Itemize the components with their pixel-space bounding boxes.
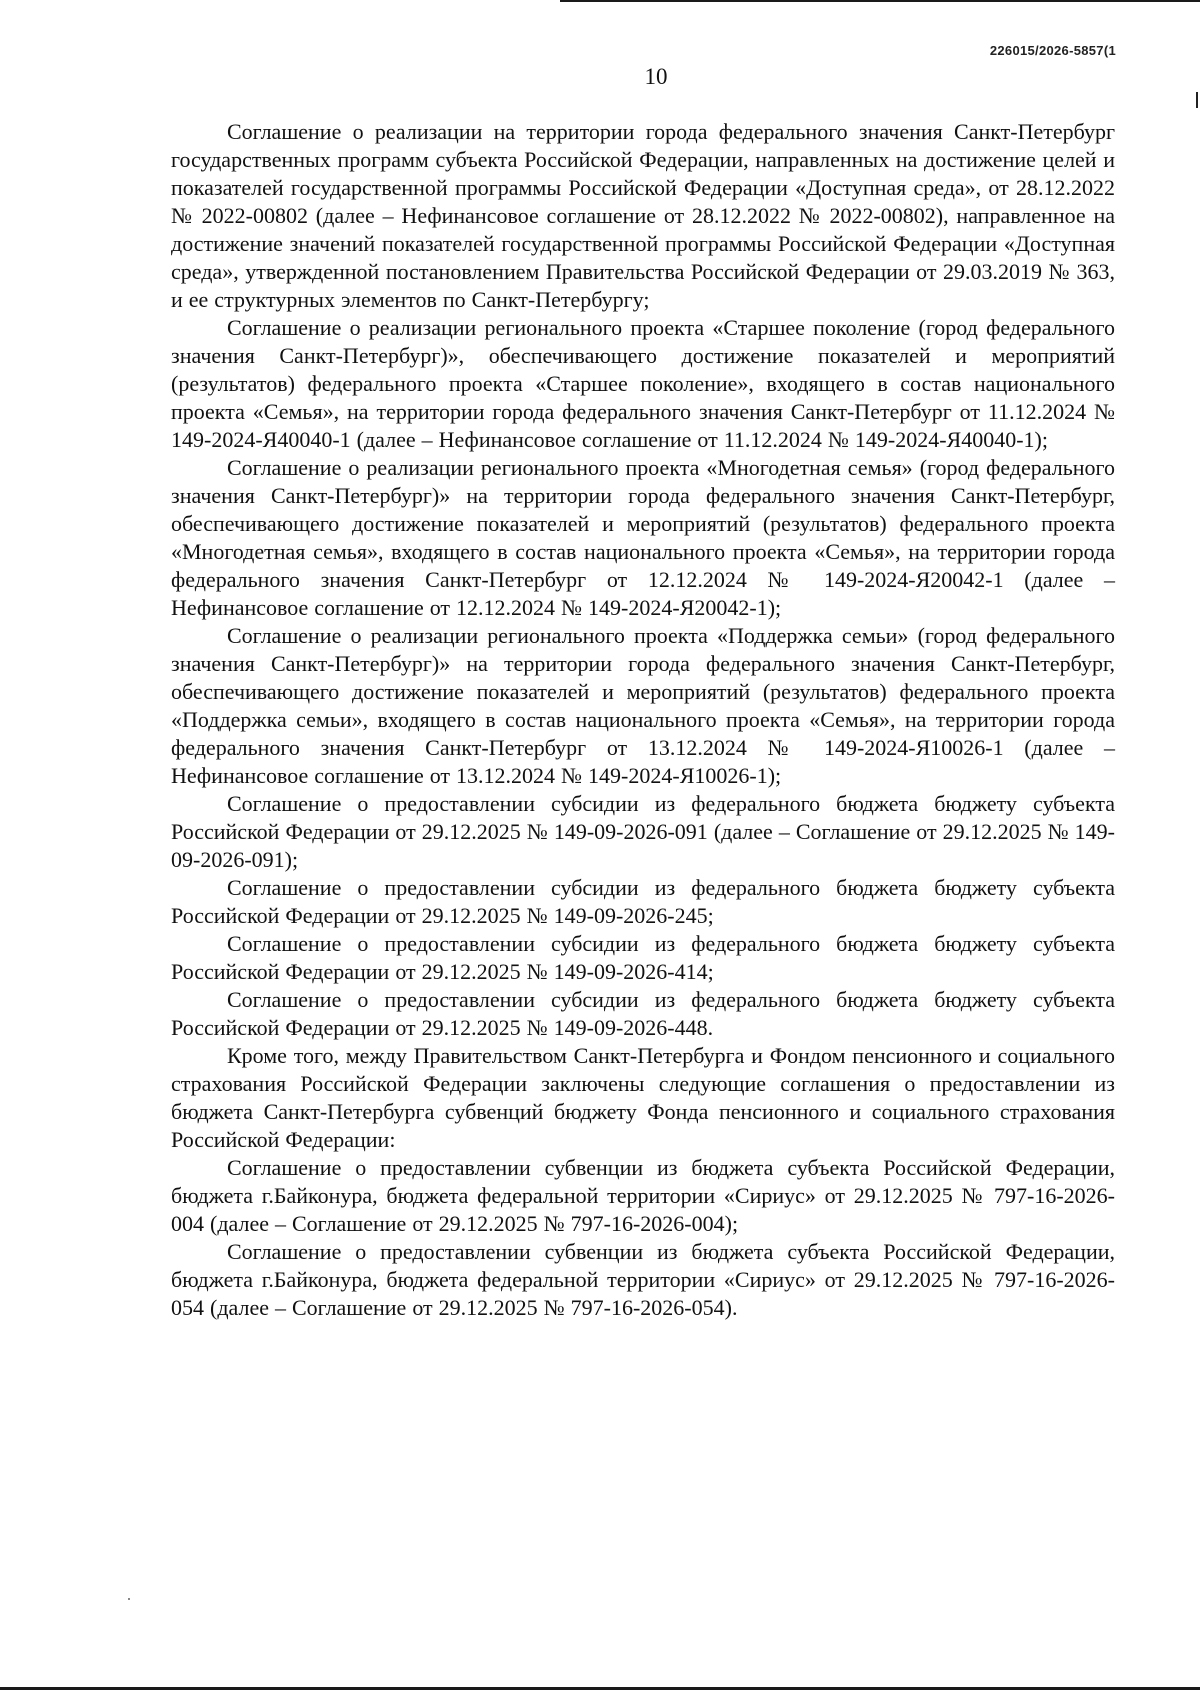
document-body (171, 118, 1115, 1322)
paragraph-subsidy-091: Соглашение о предоставлении субсидии из федерального бюджета бюджету субъекта Российской Федерации от 29.12.2025 № 149-09-2026-091 (далее – Соглашение от 29.12.2025 № 149-09-2026-091); (171, 791, 1115, 872)
paragraph-subvention-054: Соглашение о предоставлении субвенции из бюджета субъекта Российской Федерации, бюджета г.Байконура, бюджета федеральной территории «Сириус» от 29.12.2025 № 797-16-2026-054 (далее – Соглашение от 29.12.2025 № 797-16-2026-054). (171, 1239, 1115, 1320)
scan-speck (128, 1598, 130, 1600)
scan-mark (1196, 92, 1198, 108)
paragraph-agreement-large-family: Соглашение о реализации регионального проекта «Многодетная семья» (город федерального значения Санкт-Петербург)» на территории города федерального значения Санкт-Петербург, обеспечивающего достижение показателей и мероприятий (результатов) федерального проекта «Многодетная семья», входящего в состав национального проекта «Семья», на территории города федерального значения Санкт-Петербург от 12.12.2024 № 149-2024-Я20042-1 (далее – Нефинансовое соглашение от 12.12.2024 № 149-2024-Я20042-1); (171, 455, 1115, 620)
paragraph-agreement-older-generation: Соглашение о реализации регионального проекта «Старшее поколение (город федерального значения Санкт-Петербург)», обеспечивающего достижение показателей и мероприятий (результатов) федерального проекта «Старшее поколение», входящего в состав национального проекта «Семья», на территории города федерального значения Санкт-Петербург от 11.12.2024 № 149-2024-Я40040-1 (далее – Нефинансовое соглашение от 11.12.2024 № 149-2024-Я40040-1); (171, 315, 1115, 452)
scan-border-top (560, 0, 1200, 2)
paragraph-subsidy-414: Соглашение о предоставлении субсидии из федерального бюджета бюджету субъекта Российской Федерации от 29.12.2025 № 149-09-2026-414; (171, 931, 1115, 984)
paragraph-agreement-accessible-environment: Соглашение о реализации на территории города федерального значения Санкт-Петербург государственных программ субъекта Российской Федерации, направленных на достижение целей и показателей государственной программы Российской Федерации «Доступная среда», от 28.12.2022 № 2022-00802 (далее – Нефинансовое соглашение от 28.12.2022 № 2022-00802), направленное на достижение значений показателей государственной программы Российской Федерации «Доступная среда», утвержденной постановлением Правительства Российской Федерации от 29.03.2019 № 363, и ее структурных элементов по Санкт-Петербургу; (171, 119, 1115, 312)
paragraph-subsidy-448: Соглашение о предоставлении субсидии из федерального бюджета бюджету субъекта Российской Федерации от 29.12.2025 № 149-09-2026-448. (171, 987, 1115, 1040)
paragraph-subsidy-245: Соглашение о предоставлении субсидии из федерального бюджета бюджету субъекта Российской Федерации от 29.12.2025 № 149-09-2026-245; (171, 875, 1115, 928)
paragraph-pension-fund-intro: Кроме того, между Правительством Санкт-Петербурга и Фондом пенсионного и социального страхования Российской Федерации заключены следующие соглашения о предоставлении из бюджета Санкт-Петербурга субвенций бюджету Фонда пенсионного и социального страхования Российской Федерации: (171, 1043, 1115, 1152)
paragraph-agreement-family-support: Соглашение о реализации регионального проекта «Поддержка семьи» (город федерального значения Санкт-Петербург)» на территории города федерального значения Санкт-Петербург, обеспечивающего достижение показателей и мероприятий (результатов) федерального проекта «Поддержка семьи», входящего в состав национального проекта «Семья», на территории города федерального значения Санкт-Петербург от 13.12.2024 № 149-2024-Я10026-1 (далее – Нефинансовое соглашение от 13.12.2024 № 149-2024-Я10026-1); (171, 623, 1115, 788)
page-number: 10 (644, 64, 668, 89)
paragraph-subvention-004: Соглашение о предоставлении субвенции из бюджета субъекта Российской Федерации, бюджета г.Байконура, бюджета федеральной территории «Сириус» от 29.12.2025 № 797-16-2026-004 (далее – Соглашение от 29.12.2025 № 797-16-2026-004); (171, 1155, 1115, 1236)
document-id: 226015/2026-5857(1 (989, 43, 1116, 58)
